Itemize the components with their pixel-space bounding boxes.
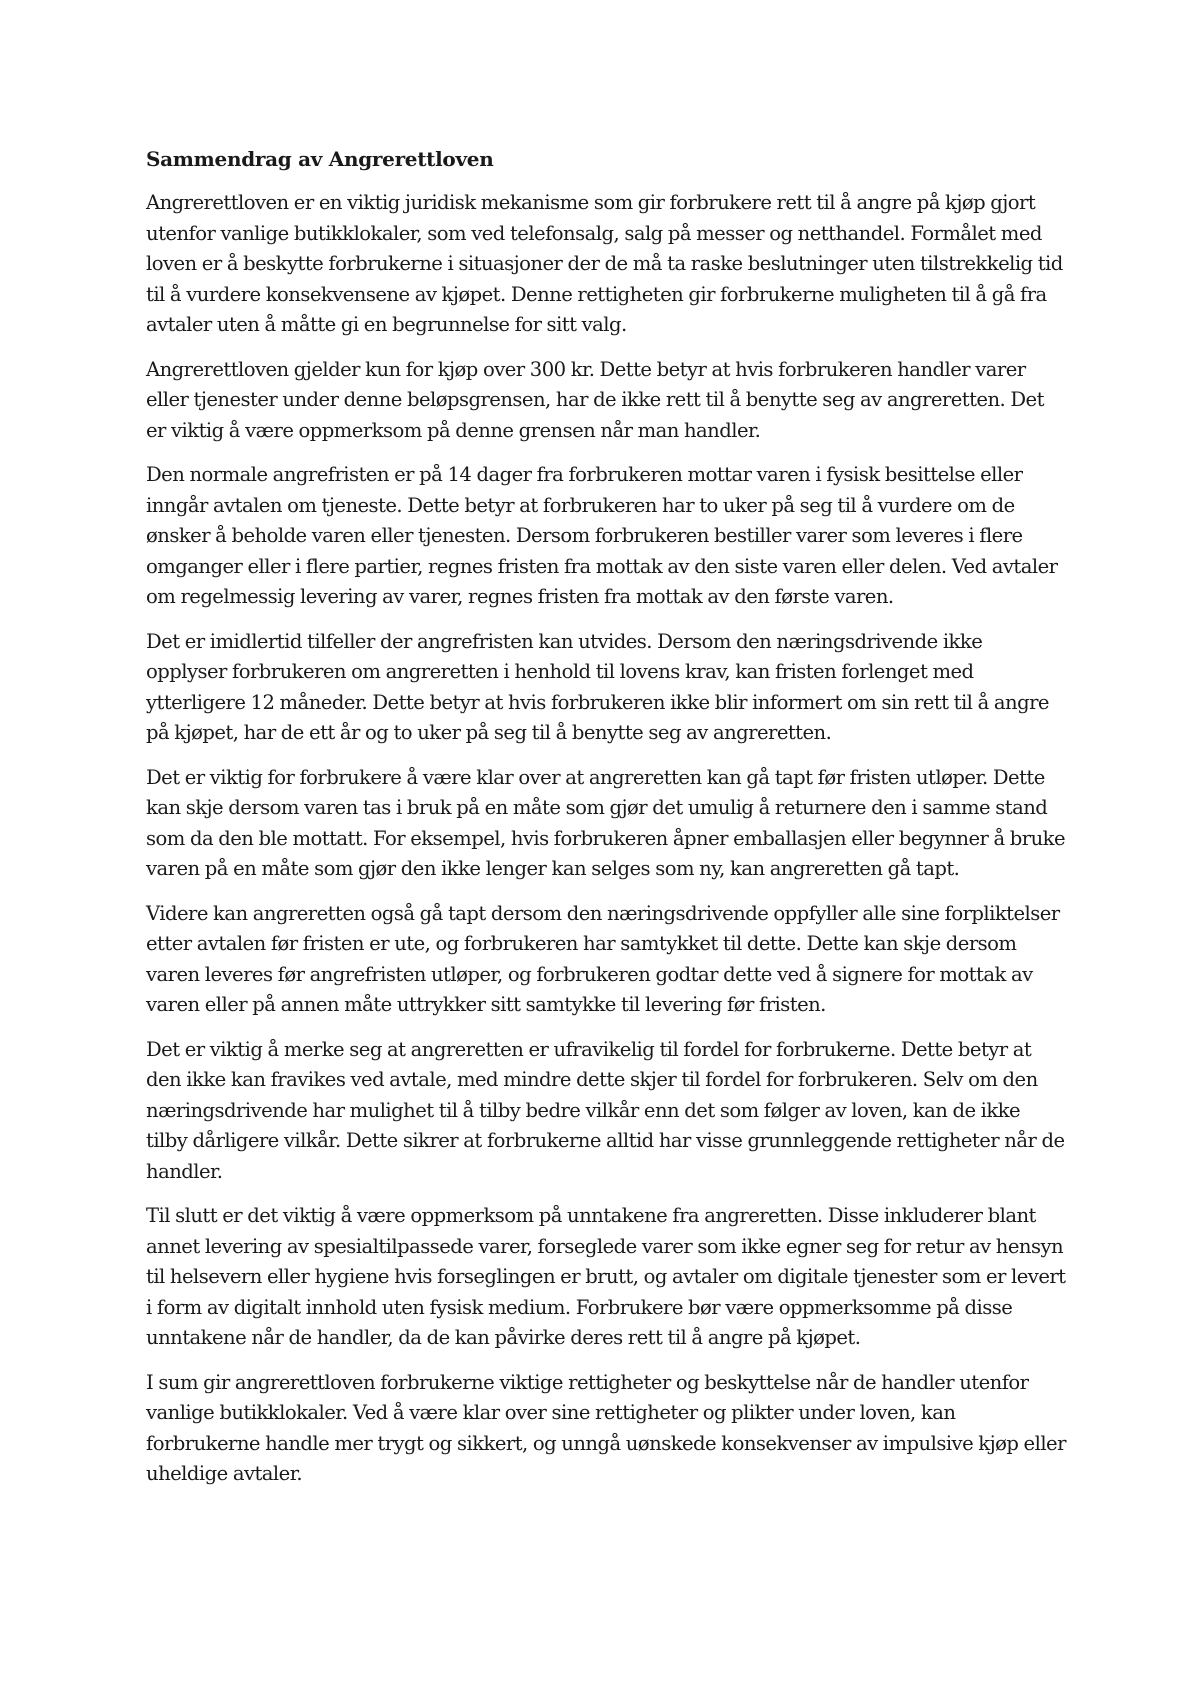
paragraph-threshold: Angrerettloven gjelder kun for kjøp over 300 kr. Dette betyr at hvis forbrukeren handler varer eller tjenester under denne beløpsgrensen, har de ikke rett til å benytte seg av angreretten. Det er viktig å være oppmerksom på denne grensen når man handler. xyxy=(146,357,1044,442)
paragraph-conclusion: I sum gir angrerettloven forbrukerne viktige rettigheter og beskyttelse når de handler utenfor vanlige butikklokaler. Ved å være klar over sine rettigheter og plikter under loven, kan forbrukerne handle mer trygt og sikkert, og unngå uønskede konsekvenser av impulsive kjøp eller uheldige avtaler. xyxy=(146,1370,1066,1485)
paragraph-exceptions: Til slutt er det viktig å være oppmerksom på unntakene fra angreretten. Disse inkluderer blant annet levering av spesialtilpassede varer, forseglede varer som ikke egner seg for retur av hensyn til helsevern eller hygiene hvis forseglingen er brutt, og avtaler om digitale tjenester som er levert i form av digitalt innhold uten fysisk medium. Forbrukere bør være oppmerksomme på disse unntakene når de handler, da de kan påvirke deres rett til å angre på kjøpet. xyxy=(146,1204,1066,1349)
paragraph-extension: Det er imidlertid tilfeller der angrefristen kan utvides. Dersom den næringsdrivende ikke opplyser forbrukeren om angreretten i henhold til lovens krav, kan fristen forlenget med ytterligere 12 måneder. Dette betyr at hvis forbrukeren ikke blir informert om sin rett til å angre på kjøpet, har de ett år og to uker på seg til å benytte seg av angreretten. xyxy=(146,629,1049,744)
paragraph-mandatory: Det er viktig å merke seg at angreretten er ufravikelig til fordel for forbrukerne. Dette betyr at den ikke kan fravikes ved avtale, med mindre dette skjer til fordel for forbrukeren. Selv om den næringsdrivende har mulighet til å tilby bedre vilkår enn det som følger av loven, kan de ikke tilby dårligere vilkår. Dette sikrer at forbrukerne alltid har visse grunnleggende rettigheter når de handler. xyxy=(146,1037,1065,1183)
paragraph-loss-by-use: Det er viktig for forbrukere å være klar over at angreretten kan gå tapt før fristen utløper. Dette kan skje dersom varen tas i bruk på en måte som gjør det umulig å returnere den i samme stand som da den ble mottatt. For eksempel, hvis forbrukeren åpner emballasjen eller begynner å bruke varen på en måte som gjør den ikke lenger kan selges som ny, kan angreretten gå tapt. xyxy=(146,765,1066,880)
document-title: Sammendrag av Angrerettloven xyxy=(146,147,494,171)
paragraph-intro: Angrerettloven er en viktig juridisk mekanisme som gir forbrukere rett til å angre på kjøp gjort utenfor vanlige butikklokaler, som ved telefonsalg, salg på messer og netthandel. Formålet med loven er å beskytte forbrukerne i situasjoner der de må ta raske beslutninger uten tilstrekkelig tid til å vurdere konsekvensene av kjøpet. Denne rettigheten gir forbrukerne muligheten til å gå fra avtaler uten å måtte gi en begrunnelse for sitt valg. xyxy=(146,191,1063,336)
paragraph-loss-by-fulfilment: Videre kan angreretten også gå tapt dersom den næringsdrivende oppfyller alle sine forpliktelser etter avtalen før fristen er ute, og forbrukeren har samtykket til dette. Dette kan skje dersom varen leveres før angrefristen utløper, og forbrukeren godtar dette ved å signere for mottak av varen eller på annen måte uttrykker sitt samtykke til levering før fristen. xyxy=(146,901,1060,1016)
paragraph-deadline: Den normale angrefristen er på 14 dager fra forbrukeren mottar varen i fysisk besittelse eller inngår avtalen om tjeneste. Dette betyr at forbrukeren har to uker på seg til å vurdere om de ønsker å beholde varen eller tjenesten. Dersom forbrukeren bestiller varer som leveres i flere omganger eller i flere partier, regnes fristen fra mottak av den siste varen eller delen. Ved avtaler om regelmessig levering av varer, regnes fristen fra mottak av den første varen. xyxy=(146,463,1058,608)
document-page xyxy=(146,142,1066,1504)
